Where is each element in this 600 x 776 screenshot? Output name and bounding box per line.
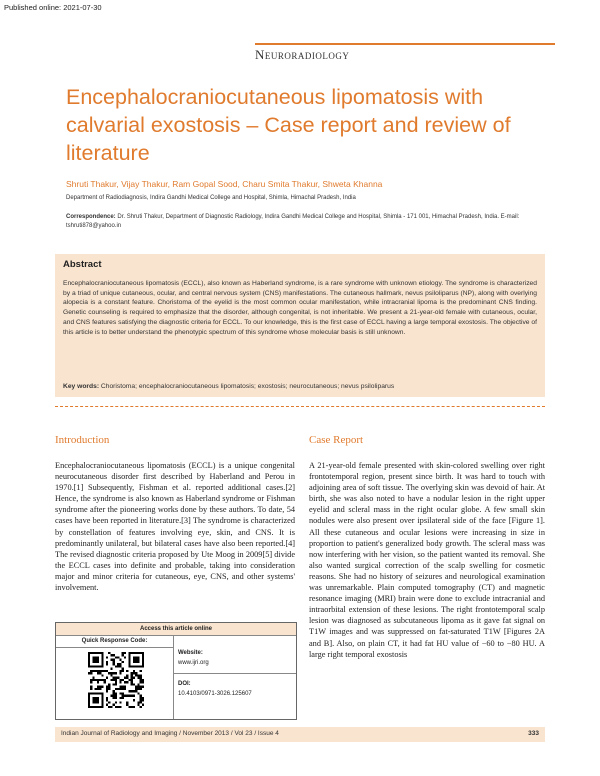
qr-code-icon[interactable] [88, 652, 144, 708]
doi-label: DOI: [178, 681, 191, 687]
section-label: Neuroradiology [255, 47, 350, 62]
access-heading: Access this article online [56, 623, 296, 636]
introduction-text: Encephalocraniocutaneous lipomatosis (ECCL) is a unique congenital neurocutaneous disorder first described by Haberland and Perou in 1970.[1] Subsequently, Fishman et al. reported additional cases.[2] Hence, the syndrome is also known as Haberland syndrome or Fishman syndrome after the pioneering works done by these authors. To date, 54 cases have been reported in literature.[3] The syndrome is characterized by constellation of features involving eye, skin, and CNS. It is predominantly unilateral, but bilateral cases have also been reported.[4] The revised diagnostic criteria proposed by Ute Moog in 2009[5] divide the ECCL cases into definite and probable, taking into consideration major and minor criteria for cutaneous, eye, CNS, and other systems' involvement. [55, 461, 295, 593]
section-divider [55, 406, 545, 407]
page-number: 333 [528, 730, 539, 737]
introduction-heading: Introduction [55, 434, 110, 446]
qr-cell [56, 648, 174, 719]
correspondence-text: Dr. Shruti Thakur, Department of Diagnostic Radiology, Indira Gandhi Medical College and Hospital, Shimla - 171 001, Himachal Pradesh, India. E-mail: tshruti878@yahoo.in [66, 214, 520, 229]
abstract-heading: Abstract [63, 259, 102, 270]
access-box [55, 622, 297, 720]
case-report-heading: Case Report [309, 434, 364, 446]
website-link[interactable]: www.ijri.org [178, 660, 209, 666]
keywords-text: Choristoma; encephalocraniocutaneous lipomatosis; exostosis; neurocutaneous; nevus psiloliparus [100, 383, 395, 390]
website-label: Website: [178, 650, 203, 656]
keywords-label: Key words: [63, 383, 100, 390]
abstract-text: Encephalocraniocutaneous lipomatosis (ECCL), also known as Haberland syndrome, is a rare syndrome with unknown etiology. The syndrome is characterized by a triad of unique cutaneous, ocular, and central nervous system (CNS) manifestations. The cutaneous hallmark, nevus psiloliparus (NP), along with overlying alopecia is a constant feature. Choristoma of the eyelid is the most common ocular manifestation, while intracranial lipoma is the predominant CNS finding. Genetic counseling is required to emphasize that the disorder, although congenital, is not inheritable. We present a 21-year-old female with cutaneous, ocular, and CNS features satisfying the diagnostic criteria for ECCL. To our knowledge, this is the first case of ECCL having a large temporal exostosis. The objective of this article is to better understand the phenotypic spectrum of this syndrome whose molecular basis is still unknown. [63, 280, 537, 336]
case-report-text: A 21-year-old female presented with skin-colored swelling over right frontotemporal region, present since birth. It was hard to touch with adjoining area of soft tissue. The overlying skin was devoid of hair. At birth, she was also noted to have a nodular lesion in the right upper eyelid and scleral mass in the right ocular globe. A few small skin nodules were also present over ipsilateral side of the face [Figure 1]. All these cutaneous and ocular lesions were increasing in size in proportion to patient's generalized body growth. The scleral mass was now interfering with her vision, so the patient wanted its removal. She also wanted surgical correction of the scalp swelling for cosmetic reasons. She had no history of seizures and neurological examination was unremarkable. Plain computed tomography (CT) and magnetic resonance imaging (MRI) brain were done to exclude intracranial and intraorbital extension of these lesions. The right frontotemporal scalp lesion was diagnosed as subcutaneous lipoma as it gave fat signal on T1W images and was suppressed on fat-saturated T1W [Figures 2A and B]. Also, on plain CT, it had fat HU value of −60 to −80 HU. A large right temporal exostosis [309, 461, 545, 659]
website-divider [174, 673, 296, 674]
journal-citation: Indian Journal of Radiology and Imaging / November 2013 / Vol 23 / Issue 4 [61, 730, 279, 737]
author-list: Shruti Thakur, Vijay Thakur, Ram Gopal Sood, Charu Smita Thakur, Shweta Khanna [66, 179, 383, 189]
affiliation: Department of Radiodiagnosis, Indira Gandhi Medical College and Hospital, Shimla, Himachal Pradesh, India [66, 195, 356, 201]
abstract-panel [55, 254, 545, 397]
keywords [63, 383, 537, 390]
correspondence-label: Correspondence: [66, 214, 116, 220]
page-footer [55, 727, 545, 742]
section-rule [255, 43, 555, 45]
qr-label: Quick Response Code: [56, 636, 174, 648]
article-title: Encephalocraniocutaneous lipomatosis with calvarial exostosis – Case report and review of literature [66, 85, 511, 165]
correspondence [66, 213, 546, 231]
doi-link[interactable]: 10.4103/0971-3026.125607 [178, 691, 252, 697]
published-date: Published online: 2021-07-30 [4, 3, 102, 12]
